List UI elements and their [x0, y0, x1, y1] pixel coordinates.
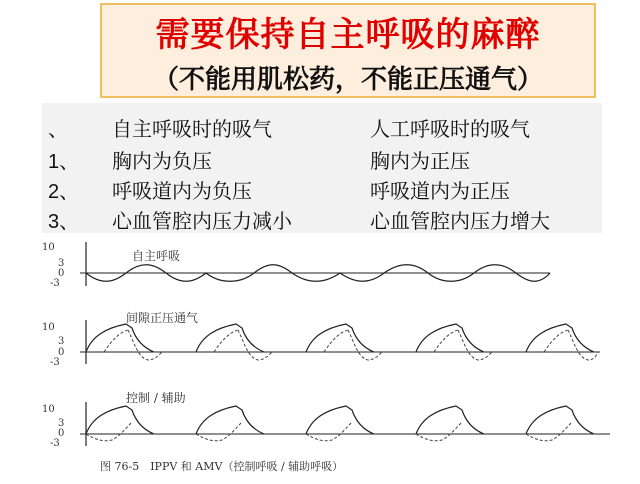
panel-controlled-assisted: [42, 390, 610, 449]
header-marker: 、: [48, 119, 68, 141]
tick-label: 3: [58, 258, 65, 269]
tick-label: 10: [42, 322, 55, 333]
waveform-controlled: [86, 406, 594, 434]
figure-caption: 图 76-5 IPPV 和 AMV（控制呼吸 / 辅助呼吸）: [100, 460, 344, 473]
table-row: [42, 205, 602, 235]
table-row: [42, 175, 602, 205]
tick-label: 0: [58, 268, 65, 279]
tick-label: 10: [42, 242, 55, 253]
waveform-assisted-dashed: [86, 422, 572, 441]
panel-label: 控制 / 辅助: [126, 391, 186, 405]
panel-ippv: [42, 310, 600, 368]
pressure-waveform-figure: [40, 232, 640, 480]
row-artificial-value: 心血管腔内压力增大: [370, 209, 550, 233]
waveform-ippv: [86, 324, 594, 352]
tick-label: 10: [42, 404, 55, 415]
panel-spontaneous: [42, 242, 550, 289]
waveform-ippv-dashed: [104, 330, 598, 360]
tick-label: 0: [58, 428, 65, 439]
row-spontaneous-value: 心血管腔内压力减小: [112, 209, 292, 233]
row-number: 1、: [48, 151, 80, 173]
table-row: [42, 145, 602, 175]
title-banner: [100, 3, 596, 98]
tick-label: -3: [50, 438, 60, 449]
panel-label: 间隙正压通气: [126, 311, 199, 325]
column-header-artificial: 人工呼吸时的吸气: [370, 117, 530, 141]
table-header-row: [42, 113, 602, 143]
panel-label: 自主呼吸: [132, 249, 181, 263]
comparison-table: [42, 103, 602, 233]
row-spontaneous-value: 呼吸道内为负压: [112, 179, 252, 203]
row-spontaneous-value: 胸内为负压: [112, 149, 212, 173]
tick-label: 3: [58, 418, 65, 429]
row-artificial-value: 胸内为正压: [370, 149, 470, 173]
tick-label: 0: [58, 347, 65, 358]
row-number: 3、: [48, 211, 80, 233]
column-header-spontaneous: 自主呼吸时的吸气: [112, 117, 272, 141]
tick-label: -3: [50, 357, 60, 368]
tick-label: 3: [58, 336, 65, 347]
page-title: 需要保持自主呼吸的麻醉: [155, 15, 541, 55]
tick-label: -3: [50, 278, 60, 289]
row-artificial-value: 呼吸道内为正压: [370, 179, 510, 203]
waveform-svg: [40, 232, 640, 480]
row-number: 2、: [48, 181, 80, 203]
page-subtitle: （不能用肌松药，不能正压通气）: [152, 65, 543, 95]
